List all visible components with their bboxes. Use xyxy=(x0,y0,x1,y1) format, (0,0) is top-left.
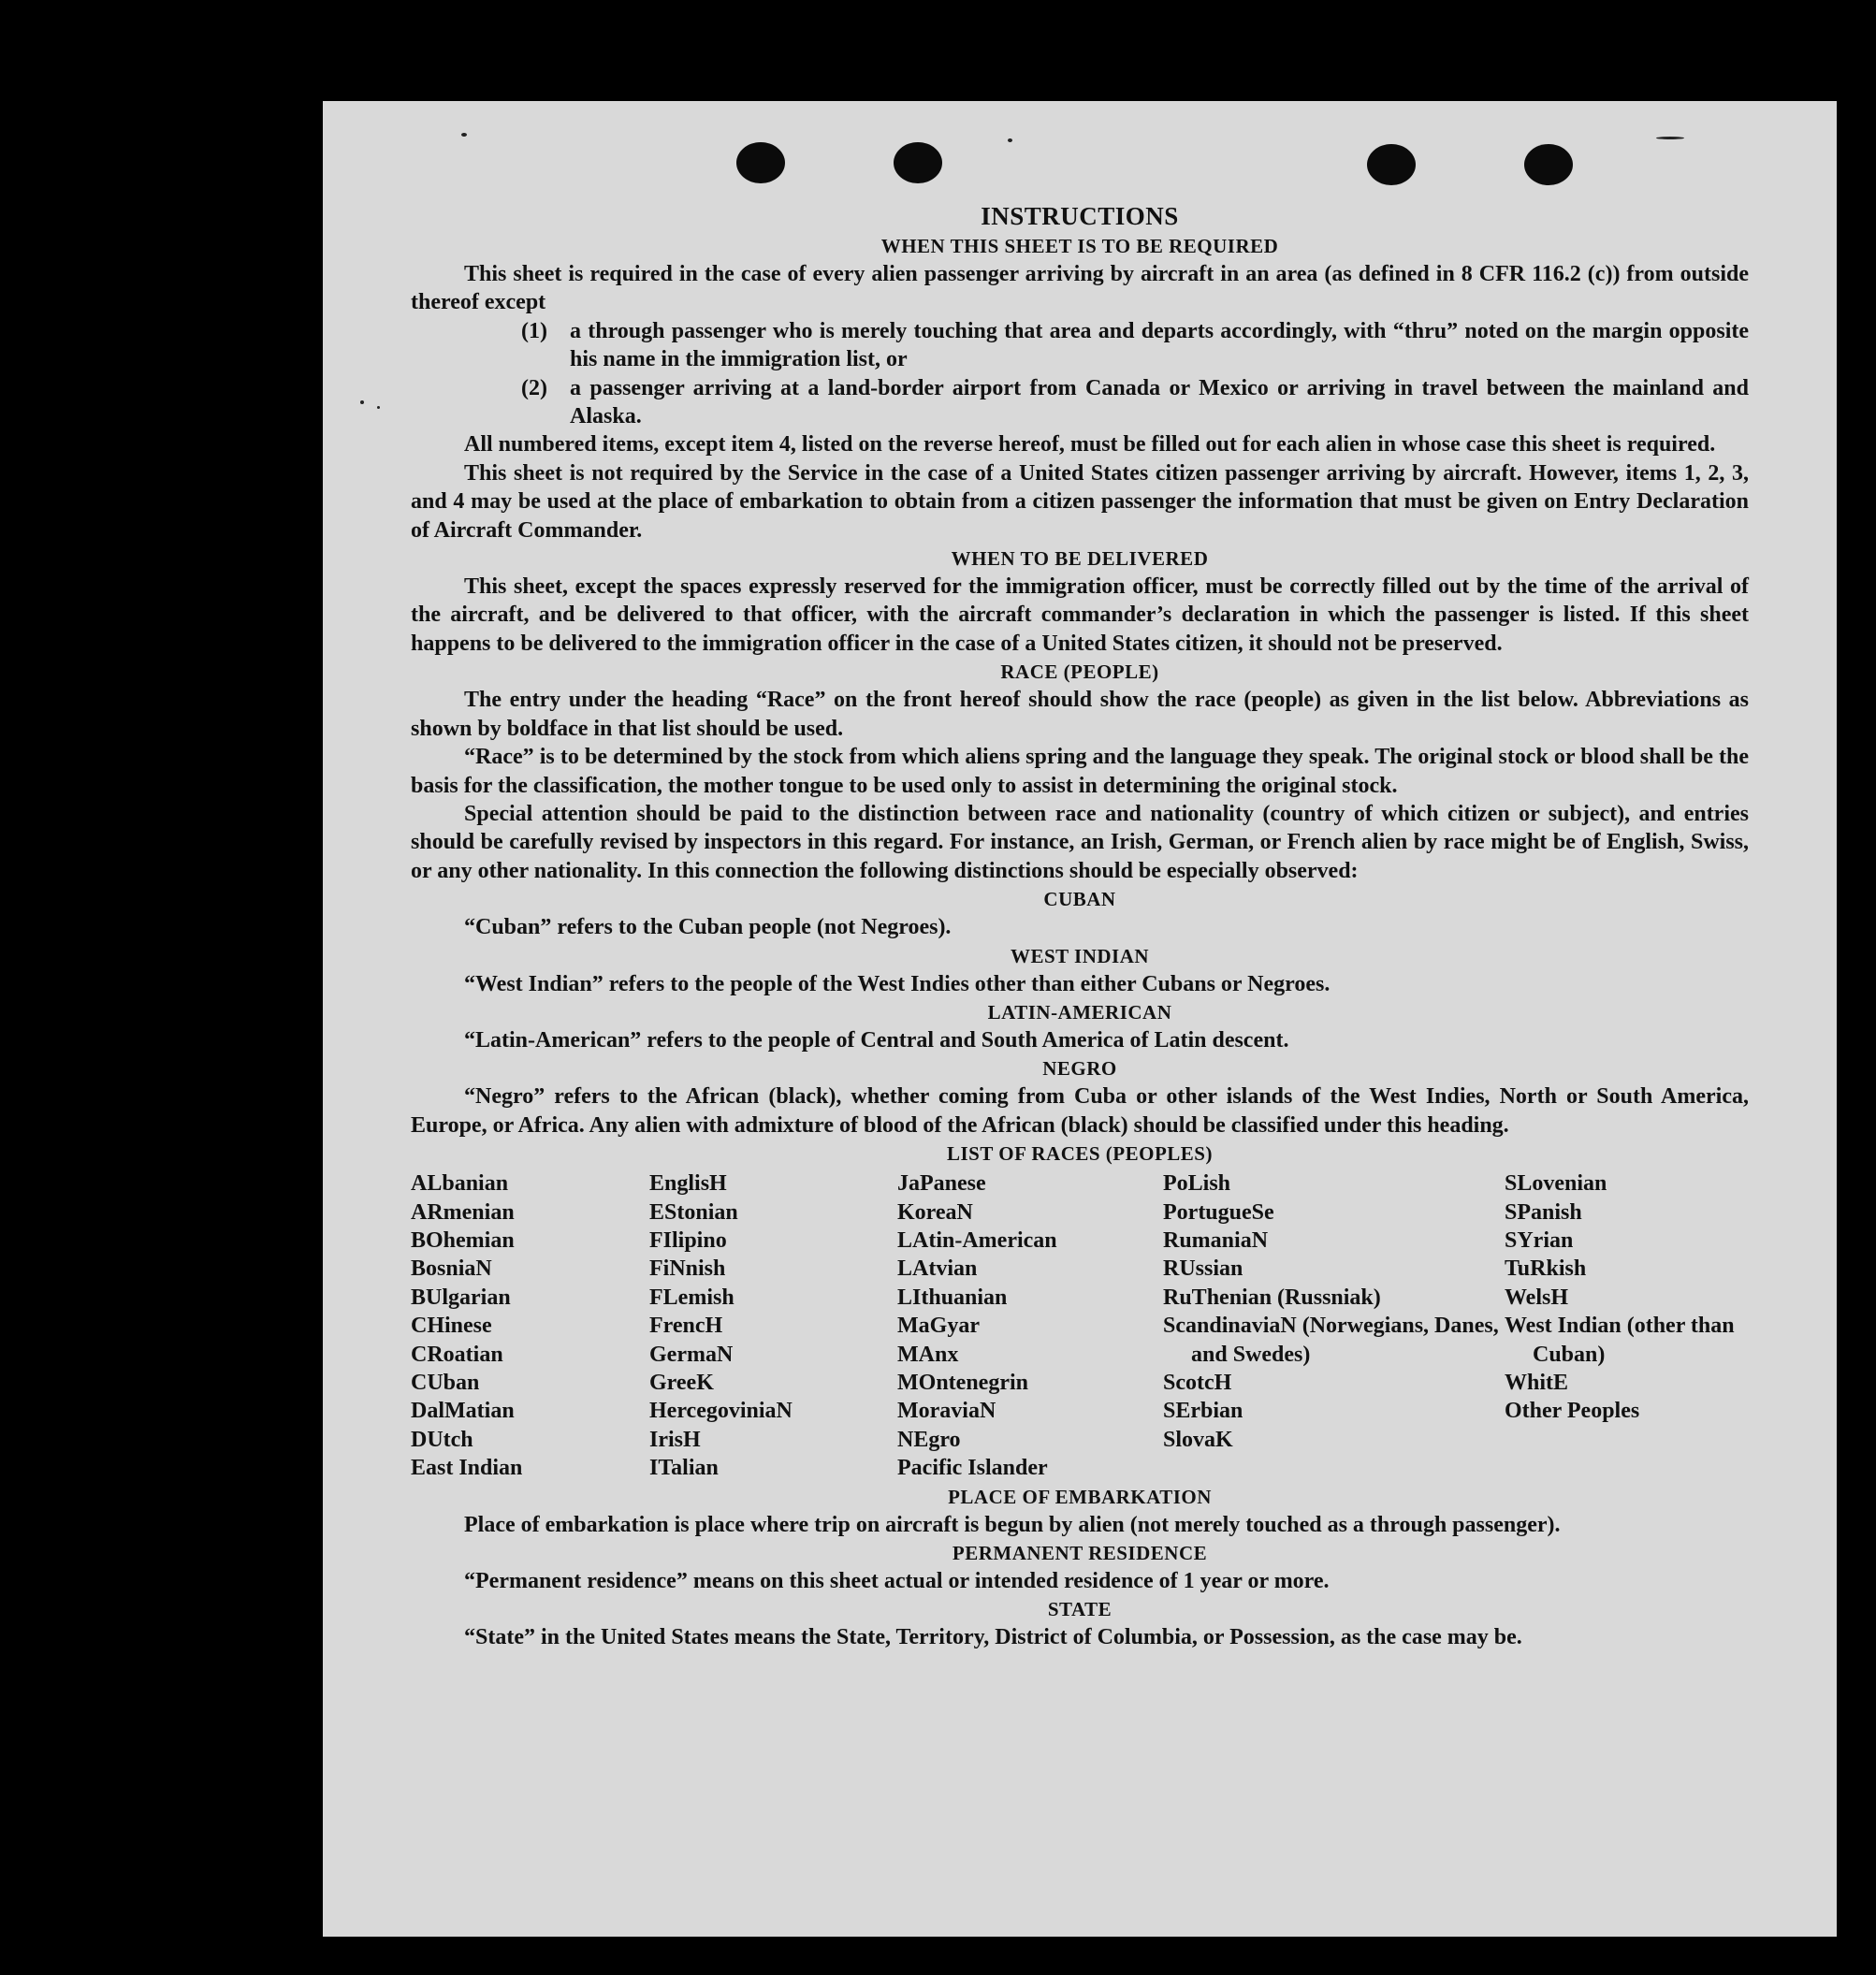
race-entry: GreeK xyxy=(649,1371,714,1395)
race-entry: DalMatian xyxy=(411,1399,515,1424)
punch-hole xyxy=(1524,144,1573,185)
race-entry: RuThenian (Russniak) xyxy=(1163,1285,1381,1310)
race-entry: ARmenian xyxy=(411,1199,515,1225)
scan-speck xyxy=(360,400,364,404)
race-entry: FLemish xyxy=(649,1285,734,1310)
section-heading-delivered: WHEN TO BE DELIVERED xyxy=(951,547,1209,571)
section-heading-list: LIST OF RACES (PEOPLES) xyxy=(947,1142,1213,1166)
instructions-body xyxy=(411,201,1749,1652)
race-entry: SPanish xyxy=(1505,1199,1582,1225)
scan-speck xyxy=(461,133,467,137)
item-number: (1) xyxy=(521,318,547,343)
item-text: a passenger arriving at a land-border airport from Canada or Mexico or arriving in travel between the mainland and Alaska. xyxy=(570,375,1749,429)
race-entry: East Indian xyxy=(411,1456,523,1481)
race-entry: LIthuanian xyxy=(897,1285,1008,1310)
paragraph: All numbered items, except item 4, listed on the reverse hereof, must be filled out for each alien in whose case this sheet is required. xyxy=(464,432,1716,457)
race-entry: FiNnish xyxy=(649,1256,726,1282)
race-entry: SYrian xyxy=(1505,1227,1574,1253)
item-text: a through passenger who is merely touching that area and departs accordingly, with “thru” noted on the margin opposite his name in the immigration list, or xyxy=(570,318,1749,372)
race-column xyxy=(897,1169,1163,1482)
race-entry: PortugueSe xyxy=(1163,1199,1274,1225)
race-entry: BosniaN xyxy=(411,1256,492,1282)
race-entry: West Indian (other than Cuban) xyxy=(1505,1314,1735,1367)
race-entry: MAnx xyxy=(897,1342,959,1367)
race-entry: LAtvian xyxy=(897,1256,978,1282)
race-entry: GermaN xyxy=(649,1342,734,1367)
race-entry: Pacific Islander xyxy=(897,1456,1048,1481)
race-entry: RumaniaN xyxy=(1163,1227,1269,1253)
race-entry: SErbian xyxy=(1163,1399,1243,1424)
section-heading-required: WHEN THIS SHEET IS TO BE REQUIRED xyxy=(880,235,1279,257)
paragraph: This sheet is not required by the Service in the case of a United States citizen passenger arriving by aircraft. However, items 1, 2, 3, and 4 may be used at the place of embarkation to obtain from a citizen passenger the information that must be given on Entry Declaration of Aircraft Commander. xyxy=(411,460,1749,543)
race-entry: HercegoviniaN xyxy=(649,1399,793,1424)
section-heading-residence: PERMANENT RESIDENCE xyxy=(952,1542,1208,1565)
paragraph: Special attention should be paid to the distinction between race and nationality (country of which citizen or subject), and entries should be carefully revised by inspectors in this regard. For instance, an Irish, German, or French alien by race might be of English, Swiss, or any other nationality. In this connection the following distinctions should be especially observed: xyxy=(411,801,1749,883)
race-entry: MOntenegrin xyxy=(897,1371,1028,1395)
race-entry: SlovaK xyxy=(1163,1427,1233,1452)
race-entry: CHinese xyxy=(411,1314,492,1339)
race-entry: Other Peoples xyxy=(1505,1399,1640,1424)
race-entry: RUssian xyxy=(1163,1256,1243,1282)
race-entry: FrencH xyxy=(649,1314,723,1339)
race-entry: JaPanese xyxy=(897,1171,986,1197)
punch-hole xyxy=(1367,144,1416,185)
race-entry: EnglisH xyxy=(649,1171,727,1197)
race-entry: ScotcH xyxy=(1163,1371,1232,1395)
race-column xyxy=(1163,1169,1505,1482)
punch-hole xyxy=(894,142,942,183)
race-entry: IrisH xyxy=(649,1427,701,1452)
scan-speck xyxy=(377,406,380,409)
race-entry: SLovenian xyxy=(1505,1171,1607,1197)
race-entry: MaGyar xyxy=(897,1314,980,1339)
section-heading-cuban: CUBAN xyxy=(1043,888,1116,911)
paragraph: “Race” is to be determined by the stock from which aliens spring and the language they speak. The original stock or blood shall be the basis for the classification, the mother tongue to be used only to assist in determining the original stock. xyxy=(411,745,1749,798)
definition: “Cuban” refers to the Cuban people (not Negroes). xyxy=(464,915,952,940)
paragraph: This sheet is required in the case of every alien passenger arriving by aircraft in an area (as defined in 8 CFR 116.2 (c)) from outside thereof except xyxy=(411,262,1749,315)
item-number: (2) xyxy=(521,375,547,400)
race-entry: MoraviaN xyxy=(897,1399,996,1424)
race-entry: BUlgarian xyxy=(411,1285,511,1310)
race-entry: LAtin-American xyxy=(897,1227,1057,1253)
punch-hole xyxy=(736,142,785,183)
race-entry: PoLish xyxy=(1163,1171,1231,1197)
paragraph: This sheet, except the spaces expressly reserved for the immigration officer, must be correctly filled out by the time of the arrival of the aircraft, and be delivered to that officer, with the aircraft commander’s declaration in which the passenger is listed. If this sheet happens to be delivered to the immigration officer in the case of a United States citizen, it should not be preserved. xyxy=(411,574,1749,656)
race-column xyxy=(649,1169,897,1482)
scan-speck xyxy=(1656,137,1684,139)
race-entry: KoreaN xyxy=(897,1199,973,1225)
paragraph: Place of embarkation is place where trip on aircraft is begun by alien (not merely touched as a through passenger). xyxy=(464,1512,1561,1537)
race-column xyxy=(411,1169,649,1482)
race-list xyxy=(411,1169,1749,1482)
definition: “Permanent residence” means on this sheet actual or intended residence of 1 year or more. xyxy=(464,1569,1330,1594)
race-entry: ITalian xyxy=(649,1456,719,1481)
list-item xyxy=(521,317,1749,374)
section-heading-negro: NEGRO xyxy=(1042,1057,1117,1081)
race-entry: ALbanian xyxy=(411,1171,509,1197)
list-item xyxy=(521,374,1749,431)
paragraph: The entry under the heading “Race” on the front hereof should show the race (people) as given in the list below. Abbreviations as shown by boldface in that list should be used. xyxy=(411,688,1749,741)
section-heading-latin-american: LATIN-AMERICAN xyxy=(987,1000,1172,1024)
paragraph: “Negro” refers to the African (black), whether coming from Cuba or other islands of the West Indies, North or South America, Europe, or Africa. Any alien with admixture of blood of the African (black) should be classified under this heading. xyxy=(411,1084,1749,1138)
race-entry: NEgro xyxy=(897,1427,961,1452)
section-heading-west-indian: WEST INDIAN xyxy=(1010,944,1150,967)
definition: “Latin-American” refers to the people of Central and South America of Latin descent. xyxy=(464,1027,1289,1053)
race-entry: DUtch xyxy=(411,1427,473,1452)
race-entry: FIlipino xyxy=(649,1227,727,1253)
paragraph: “State” in the United States means the State, Territory, District of Columbia, or Possession, as the case may be. xyxy=(464,1625,1522,1650)
document-page xyxy=(323,101,1837,1937)
race-column xyxy=(1505,1169,1747,1482)
section-heading-state: STATE xyxy=(1047,1598,1113,1621)
scan-speck xyxy=(1008,138,1012,142)
race-entry: WhitE xyxy=(1505,1371,1569,1395)
section-heading-race: RACE (PEOPLE) xyxy=(1000,661,1159,684)
race-entry: EStonian xyxy=(649,1199,738,1225)
race-entry: CUban xyxy=(411,1371,480,1395)
definition: “West Indian” refers to the people of the West Indies other than either Cubans or Negroes. xyxy=(464,971,1331,996)
page-title: INSTRUCTIONS xyxy=(981,202,1179,230)
race-entry: ScandinaviaN (Norwegians, Danes, and Swedes) xyxy=(1163,1314,1499,1367)
race-entry: WelsH xyxy=(1505,1285,1569,1310)
section-heading-embarkation: PLACE OF EMBARKATION xyxy=(948,1485,1212,1508)
race-entry: CRoatian xyxy=(411,1342,503,1367)
race-entry: BOhemian xyxy=(411,1227,515,1253)
race-entry: TuRkish xyxy=(1505,1256,1587,1282)
